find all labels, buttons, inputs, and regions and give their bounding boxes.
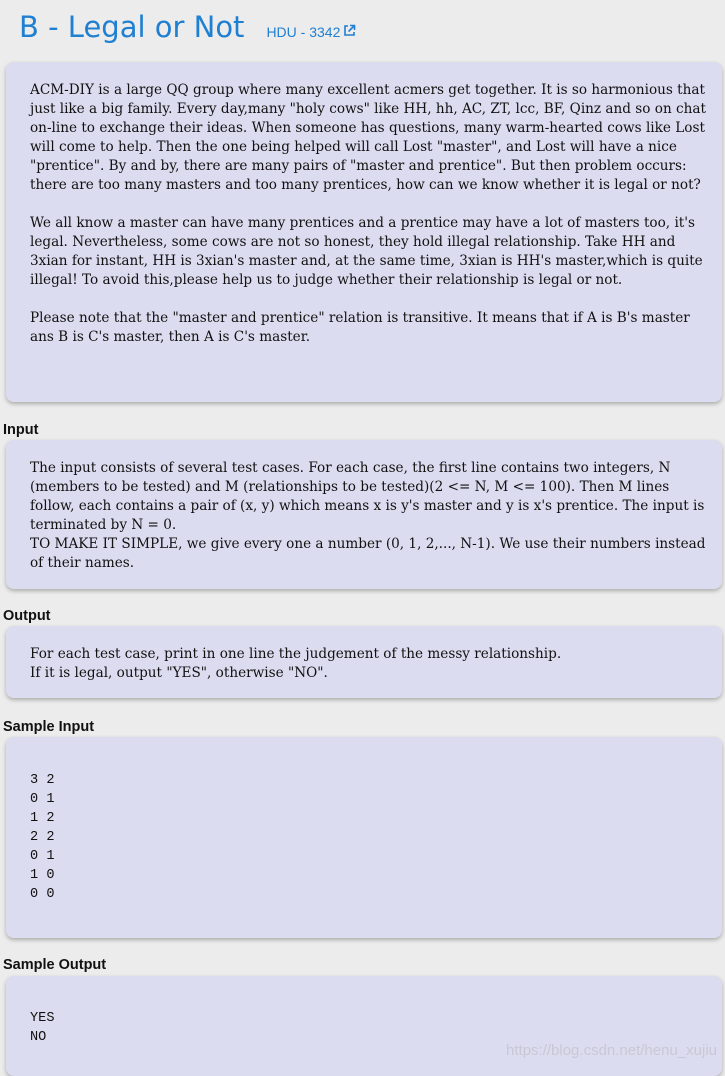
problem-header: [19, 10, 356, 44]
sample-output-code: YES NO: [30, 1011, 55, 1045]
input-panel: [6, 440, 722, 589]
sample-input-code: 3 2 0 1 1 2 2 2 0 1 1 0 0 0: [30, 773, 55, 902]
sample-input-panel: [6, 737, 722, 938]
external-link-icon: [343, 24, 356, 40]
output-description: For each test case, print in one line the judgement of the messy relationship. If it is legal, output "YES", otherwise "NO".: [30, 646, 562, 681]
input-description: The input consists of several test cases. For each case, the first line contains two integers, N (members to be tested) and M (relationships to be tested)(2 <= N, M <= 100). Then M lines follow, each contains a pair of (x, y) which means x is y's master and y is x's prentice. The input is terminated by N = 0. TO MAKE IT SIMPLE, we give every one a number (0, 1, 2,..., N-1). We use their numbers instead of their names.: [30, 460, 706, 571]
output-panel: [6, 626, 722, 698]
description-paragraph-2: We all know a master can have many prentices and a prentice may have a lot of masters too, it's legal. Nevertheless, some cows are not so honest, they hold illegal relationship. Take HH and 3xian for instant, HH is 3xian's master and, at the same time, 3xian is HH's master,which is quite illegal! To avoid this,please help us to judge whether their relationship is legal or not.: [30, 215, 708, 288]
description-paragraph-3: Please note that the "master and prentice" relation is transitive. It means that if A is B's master ans B is C's master, then A is C's master.: [30, 310, 695, 345]
output-heading: Output: [3, 608, 51, 624]
input-heading: Input: [3, 422, 39, 438]
sample-output-panel: [6, 976, 722, 1076]
source-link[interactable]: [266, 24, 356, 40]
source-link-label: HDU - 3342: [266, 24, 341, 40]
sample-output-heading: Sample Output: [3, 957, 107, 973]
sample-input-heading: Sample Input: [3, 719, 95, 735]
description-paragraph-1: ACM-DIY is a large QQ group where many excellent acmers get together. It is so harmonious that just like a big family. Every day,many "holy cows" like HH, hh, AC, ZT, lcc, BF, Qinz and so on chat on-line to exchange their ideas. When someone has questions, many warm-hearted cows like Lost will come to help. Then the one being helped will call Lost "master", and Lost will have a nice "prentice". By and by, there are many pairs of "master and prentice". But then problem occurs: there are too many masters and too many prentices, how can we know whether it is legal or not?: [30, 82, 711, 193]
watermark: https://blog.csdn.net/henu_xujiu: [506, 1042, 717, 1059]
description-panel: [6, 62, 722, 402]
problem-title: B - Legal or Not: [19, 10, 245, 44]
